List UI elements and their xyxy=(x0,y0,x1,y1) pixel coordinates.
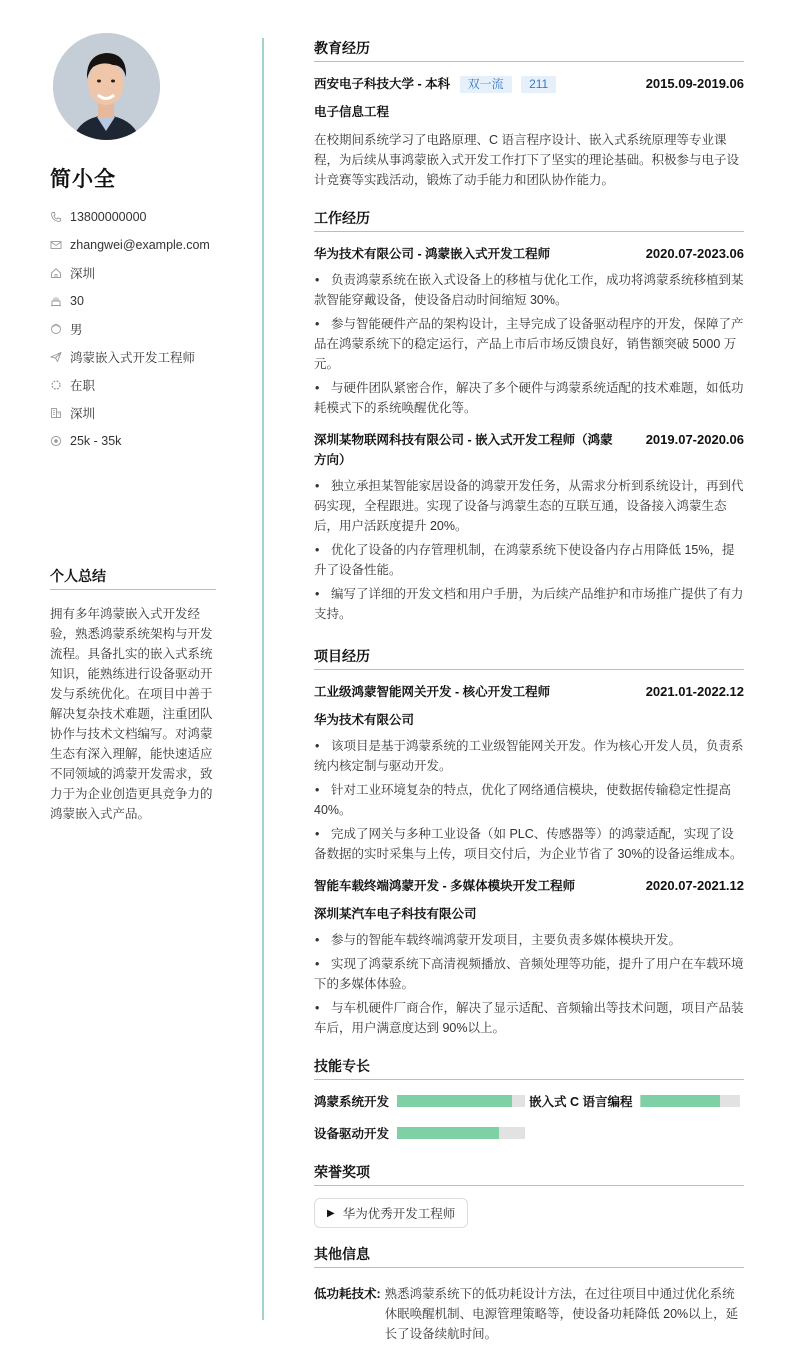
award-label: 华为优秀开发工程师 xyxy=(342,1207,456,1221)
send-icon xyxy=(50,351,62,363)
other-item xyxy=(314,1284,744,1344)
home-icon xyxy=(50,267,62,279)
work-section xyxy=(314,208,744,624)
salary-icon xyxy=(50,435,62,447)
education-desc: 在校期间系统学习了电路原理、C 语言程序设计、嵌入式系统原理等专业课程，为后续从事鸿蒙嵌入式开发工作打下了坚实的理论基础。积极参与电子设计竞赛等实践活动，锻炼了动手能力和团队协作能力。 xyxy=(314,133,740,187)
project-entry-header xyxy=(314,876,744,896)
skill-bar-fill xyxy=(397,1095,512,1107)
work-company-role: 华为技术有限公司 - 鸿蒙嵌入式开发工程师 xyxy=(314,247,551,261)
bullet-item: • 参与智能硬件产品的架构设计，主导完成了设备驱动程序的开发，保障了产品在鸿蒙系统下的稳定运行，产品上市后市场反馈良好，销售额突破 5000 万元。 xyxy=(314,317,744,371)
education-title: 教育经历 xyxy=(314,38,744,62)
project-name-role: 智能车载终端鸿蒙开发 - 多媒体模块开发工程师 xyxy=(314,879,576,893)
project-date: 2020.07-2021.12 xyxy=(645,878,744,893)
other-title: 其他信息 xyxy=(314,1244,744,1268)
project-entry xyxy=(314,876,744,1038)
sidebar xyxy=(0,0,264,1358)
work-date: 2020.07-2023.06 xyxy=(645,246,744,261)
projects-title: 项目经历 xyxy=(314,646,744,670)
home-text: 深圳 xyxy=(70,267,96,281)
project-bullets xyxy=(314,736,744,864)
age-text: 30 xyxy=(70,294,84,308)
bullet-item: • 与车机硬件厂商合作，解决了显示适配、音频输出等技术问题，项目产品装车后，用户满意度达到 90%以上。 xyxy=(314,1001,744,1035)
work-entry-header xyxy=(314,430,744,470)
project-entry-header xyxy=(314,682,744,702)
project-company: 深圳某汽车电子科技有限公司 xyxy=(314,907,477,921)
skills-section xyxy=(314,1056,744,1142)
skill-bar xyxy=(640,1095,740,1107)
honors-title: 荣誉奖项 xyxy=(314,1162,744,1186)
work-city-text: 深圳 xyxy=(70,407,96,421)
info-salary xyxy=(50,427,250,455)
project-date: 2021.01-2022.12 xyxy=(645,684,744,699)
work-entry-header xyxy=(314,244,744,264)
info-gender xyxy=(50,315,250,343)
avatar-photo xyxy=(53,33,160,140)
gender-text: 男 xyxy=(70,323,83,337)
work-bullets xyxy=(314,270,744,418)
honors-section xyxy=(314,1162,744,1228)
info-home xyxy=(50,259,250,287)
tag-double-first-class: 双一流 xyxy=(460,76,512,93)
project-bullets xyxy=(314,930,744,1038)
skill-item xyxy=(314,1124,529,1142)
education-date: 2015.09-2019.06 xyxy=(645,76,744,91)
summary-text: 拥有多年鸿蒙嵌入式开发经验，熟悉鸿蒙系统架构与开发流程。具备扎实的嵌入式系统知识，能熟练进行设备驱动开发与系统优化。在项目中善于解决复杂技术难题，注重团队协作与技术文档编写。对鸿蒙生态有深入理解，能快速适应不同领域的鸿蒙开发需求，致力于为企业创造更具竞争力的鸿蒙嵌入式产品。 xyxy=(50,607,213,821)
main-content xyxy=(314,38,744,1356)
mail-icon xyxy=(50,239,62,251)
job-target-text: 鸿蒙嵌入式开发工程师 xyxy=(70,351,196,365)
work-title: 工作经历 xyxy=(314,208,744,232)
bullet-item: • 完成了网关与多种工业设备（如 PLC、传感器等）的鸿蒙适配，实现了设备数据的实时采集与上传，项目交付后，为企业节省了 30%的设备运维成本。 xyxy=(314,827,743,861)
bullet-item: • 针对工业环境复杂的特点，优化了网络通信模块，使数据传输稳定性提高 40%。 xyxy=(314,783,732,817)
skills-list xyxy=(314,1092,744,1142)
school-name: 西安电子科技大学 - 本科 xyxy=(314,77,451,91)
bullet-item: • 独立承担某智能家居设备的鸿蒙开发任务，从需求分析到系统设计，再到代码实现，全程跟进。实现了设备与鸿蒙生态的互联互通，设备接入鸿蒙生态后，用户活跃度提升 20%。 xyxy=(314,479,744,533)
bullet-item: • 参与的智能车载终端鸿蒙开发项目，主要负责多媒体模块开发。 xyxy=(315,933,682,947)
info-job-target xyxy=(50,343,250,371)
phone-icon xyxy=(50,211,62,223)
skill-bar xyxy=(397,1127,525,1139)
award-item xyxy=(314,1198,468,1228)
info-age xyxy=(50,287,250,315)
skill-label: 嵌入式 C 语言编程 xyxy=(529,1095,633,1109)
bullet-item: • 优化了设备的内存管理机制，在鸿蒙系统下使设备内存占用降低 15%，提升了设备性能。 xyxy=(314,543,735,577)
skill-bar-fill xyxy=(397,1127,499,1139)
bullet-item: • 与硬件团队紧密合作，解决了多个硬件与鸿蒙系统适配的技术难题，如低功耗模式下的系统唤醒优化等。 xyxy=(314,381,744,415)
tag-211: 211 xyxy=(521,76,556,93)
summary-section xyxy=(50,566,216,824)
gender-icon xyxy=(50,323,62,335)
project-entry xyxy=(314,682,744,864)
phone-text: 13800000000 xyxy=(70,210,147,224)
work-bullets xyxy=(314,476,744,624)
work-entry xyxy=(314,430,744,624)
education-header xyxy=(314,74,744,94)
candidate-name: 简小全 xyxy=(50,168,116,191)
contact-info-list xyxy=(50,203,250,455)
info-phone xyxy=(50,203,250,231)
status-icon xyxy=(50,379,62,391)
avatar xyxy=(53,33,160,140)
bullet-item: • 实现了鸿蒙系统下高清视频播放、音频处理等功能，提升了用户在车载环境下的多媒体体验。 xyxy=(314,957,744,991)
skill-item xyxy=(529,1092,744,1110)
work-entry xyxy=(314,244,744,418)
building-icon xyxy=(50,407,62,419)
skill-bar xyxy=(397,1095,525,1107)
other-section xyxy=(314,1244,744,1344)
other-item-value: 熟悉鸿蒙系统下的低功耗设计方法，在过往项目中通过优化系统休眠唤醒机制、电源管理策略等，使设备功耗降低 20%以上，延长了设备续航时间。 xyxy=(384,1287,739,1341)
work-date: 2019.07-2020.06 xyxy=(645,432,744,447)
projects-section xyxy=(314,646,744,1038)
info-work-city xyxy=(50,399,250,427)
bullet-item: • 该项目是基于鸿蒙系统的工业级智能网关开发。作为核心开发人员，负责系统内核定制与驱动开发。 xyxy=(314,739,744,773)
bullet-item: • 负责鸿蒙系统在嵌入式设备上的移植与优化工作，成功将鸿蒙系统移植到某款智能穿戴设备，使设备启动时间缩短 30%。 xyxy=(314,273,744,307)
bullet-item: • 编写了详细的开发文档和用户手册，为后续产品维护和市场推广提供了有力支持。 xyxy=(314,587,744,621)
education-major: 电子信息工程 xyxy=(314,105,390,119)
info-status xyxy=(50,371,250,399)
other-item-key: 低功耗技术: xyxy=(314,1287,381,1301)
skill-label: 设备驱动开发 xyxy=(314,1127,390,1141)
project-company: 华为技术有限公司 xyxy=(314,713,415,727)
vertical-divider xyxy=(262,38,264,1320)
work-company-role: 深圳某物联网科技有限公司 - 嵌入式开发工程师（鸿蒙方向） xyxy=(314,433,613,467)
skills-title: 技能专长 xyxy=(314,1056,744,1080)
skill-label: 鸿蒙系统开发 xyxy=(314,1095,390,1109)
info-email xyxy=(50,231,250,259)
skill-bar-fill xyxy=(640,1095,720,1107)
education-section xyxy=(314,38,744,190)
skill-item xyxy=(314,1092,529,1110)
age-icon xyxy=(50,295,62,307)
project-name-role: 工业级鸿蒙智能网关开发 - 核心开发工程师 xyxy=(314,685,551,699)
triangle-icon: ▶ xyxy=(327,1207,335,1219)
email-text: zhangwei@example.com xyxy=(70,238,210,252)
status-text: 在职 xyxy=(70,379,96,393)
salary-text: 25k - 35k xyxy=(70,434,122,448)
summary-title: 个人总结 xyxy=(50,566,216,590)
